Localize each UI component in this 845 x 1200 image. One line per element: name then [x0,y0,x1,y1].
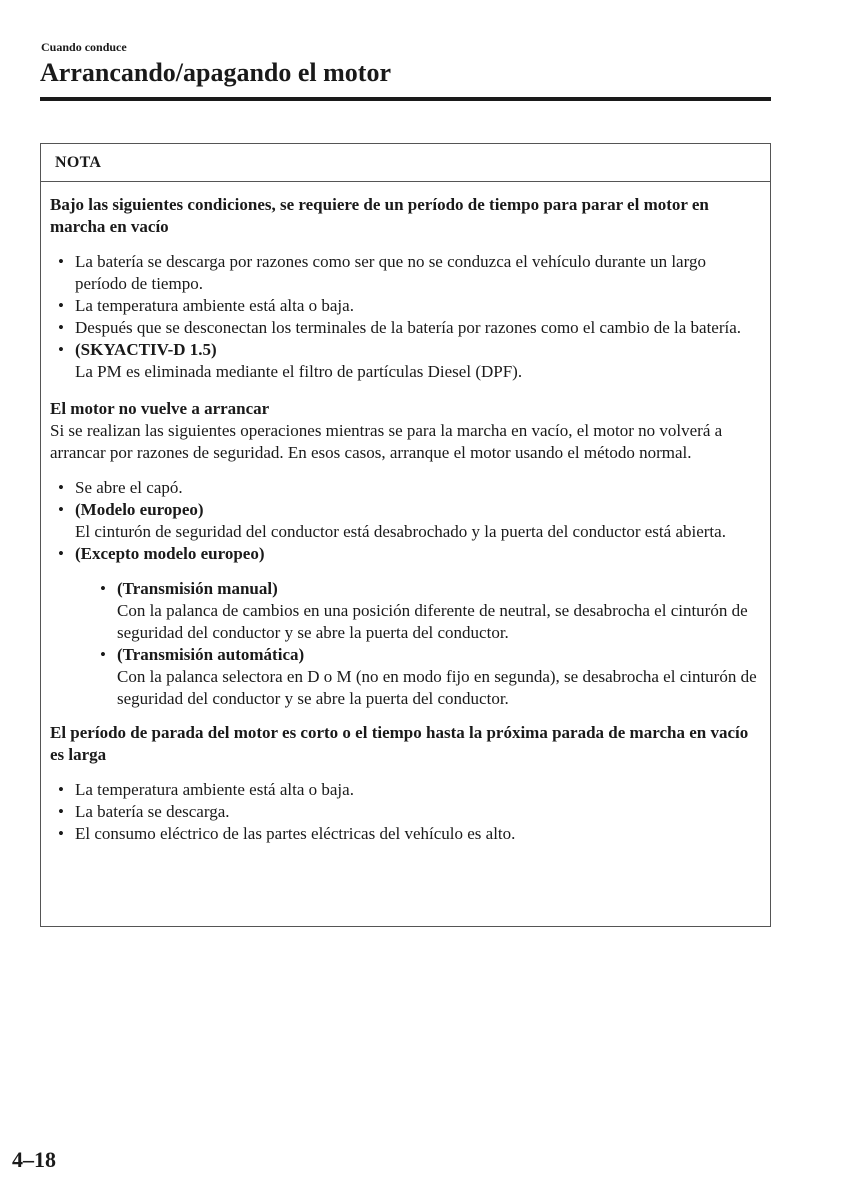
item-label: (Transmisión automática) [117,645,305,664]
sub-list-item: • (Transmisión automática) Con la palanca selectora en D o M (no en modo fijo en segunda), se desabrocha el cinturón de seguridad del conductor y se abre la puerta del conductor. [100,645,757,708]
list-item: • La batería se descarga. [58,802,230,821]
bullet-list [50,779,760,845]
list-item: • Después que se desconectan los terminales de la batería por razones como el cambio de la batería. [58,318,742,337]
note-heading: Bajo las siguientes condiciones, se requiere de un período de tiempo para parar el motor en marcha en vacío [50,195,709,236]
note-label: NOTA [41,144,770,182]
list-item: • (Excepto modelo europeo) • (Transmisión manual) Con la palanca de cambios en una posición diferente de neutral, se desabrocha el cinturón de seguridad del conductor y se abre la puerta del conductor. • (Transmisión automática) Con la palanca selectora en D o M (no en modo fijo en segunda), se desabrocha el cinturón de seguridad del conductor y se abre la puerta del conductor. [50,543,760,710]
sub-list-item: • (Transmisión manual) Con la palanca de cambios en una posición diferente de neutral, se desabrocha el cinturón de seguridad del conductor y se abre la puerta del conductor. [100,579,748,642]
bullet-list [50,477,760,710]
list-item: • El consumo eléctrico de las partes eléctricas del vehículo es alto. [58,824,516,843]
note-body [41,182,770,845]
note-heading: El período de parada del motor es corto o el tiempo hasta la próxima parada de marcha en vacío es larga [50,723,749,764]
title-rule [40,97,771,101]
list-item: • (SKYACTIV-D 1.5) La PM es eliminada mediante el filtro de partículas Diesel (DPF). [58,340,523,381]
list-item: • Se abre el capó. [58,478,183,497]
sub-list [92,578,760,710]
page-number: 4–18 [12,1147,56,1172]
section-label: Cuando conduce [41,40,127,54]
item-label: (Modelo europeo) [75,500,204,519]
item-label: (Transmisión manual) [117,579,278,598]
note-heading: El motor no vuelve a arrancar [50,399,270,418]
bullet-list [50,251,760,383]
note-paragraph: Si se realizan las siguientes operaciones mientras se para la marcha en vacío, el motor no volverá a arrancar por razones de seguridad. En esos casos, arranque el motor usando el método normal. [50,421,723,462]
list-item: • La temperatura ambiente está alta o baja. [58,296,354,315]
list-item: • La temperatura ambiente está alta o baja. [58,780,354,799]
list-item: • (Modelo europeo) El cinturón de seguridad del conductor está desabrochado y la puerta del conductor está abierta. [58,500,726,541]
note-box [40,143,771,927]
item-label: (SKYACTIV-D 1.5) [75,340,217,359]
page-title: Arrancando/apagando el motor [40,58,391,87]
item-label: (Excepto modelo europeo) [75,544,265,563]
list-item: • La batería se descarga por razones como ser que no se conduzca el vehículo durante un largo período de tiempo. [58,252,706,293]
